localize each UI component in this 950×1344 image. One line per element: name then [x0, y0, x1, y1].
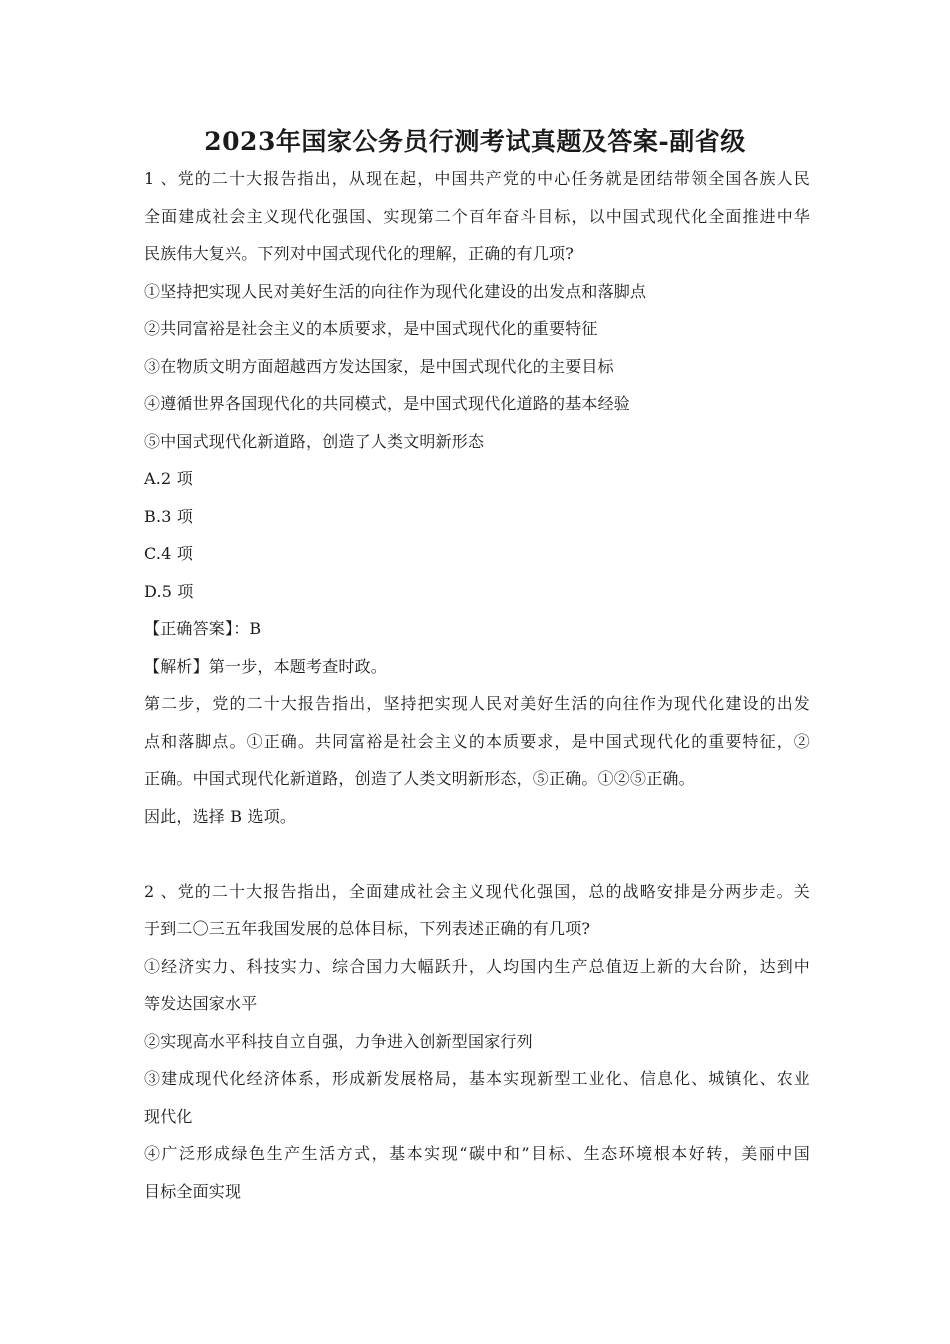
q1-stem-line: 全面建成社会主义现代化强国、实现第二个百年奋斗目标，以中国式现代化全面推进中华 [144, 206, 810, 226]
q1-analysis-line: 【解析】第一步，本题考查时政。 [144, 656, 388, 676]
q1-analysis-line: 第二步，党的二十大报告指出，坚持把实现人民对美好生活的向往作为现代化建设的出发 [144, 694, 810, 713]
q2-statement: 现代化 [144, 1106, 193, 1126]
q1-stem-line: 1 、党的二十大报告指出，从现在起，中国共产党的中心任务就是团结带领全国各族人民 [144, 169, 810, 188]
q1-option-a: A.2 项 [144, 469, 193, 488]
q1-statement: ⑤中国式现代化新道路，创造了人类文明新形态 [144, 431, 485, 451]
q1-statement: ①坚持把实现人民对美好生活的向往作为现代化建设的出发点和落脚点 [144, 281, 647, 301]
q1-analysis-line: 点和落脚点。①正确。共同富裕是社会主义的本质要求，是中国式现代化的重要特征，② [144, 731, 810, 751]
q2-statement: 等发达国家水平 [144, 994, 258, 1013]
q1-option-c: C.4 项 [144, 544, 194, 563]
q1-analysis-line: 正确。中国式现代化新道路，创造了人类文明新形态，⑤正确。①②⑤正确。 [144, 769, 695, 788]
q1-answer: 【正确答案】：B [144, 619, 262, 638]
q2-statement: ②实现高水平科技自立自强，力争进入创新型国家行列 [144, 1031, 533, 1051]
q1-stem-line: 民族伟大复兴。下列对中国式现代化的理解，正确的有几项? [144, 244, 574, 263]
q2-statement: ①经济实力、科技实力、综合国力大幅跃升，人均国内生产总值迈上新的大台阶，达到中 [144, 956, 810, 976]
q2-stem-line: 于到二〇三五年我国发展的总体目标，下列表述正确的有几项? [144, 919, 591, 938]
q1-statement: ③在物质文明方面超越西方发达国家，是中国式现代化的主要目标 [144, 356, 614, 376]
q1-analysis-line: 因此，选择 B 选项。 [144, 806, 297, 826]
q1-statement: ④遵循世界各国现代化的共同模式，是中国式现代化道路的基本经验 [144, 394, 631, 413]
document-title: 2023年国家公务员行测考试真题及答案-副省级 [204, 127, 746, 156]
q1-statement: ②共同富裕是社会主义的本质要求，是中国式现代化的重要特征 [144, 319, 598, 338]
q1-option-d: D.5 项 [144, 581, 194, 601]
q2-stem-line: 2 、党的二十大报告指出，全面建成社会主义现代化强国，总的战略安排是分两步走。关 [144, 881, 810, 901]
document-body [144, 160, 810, 1210]
q2-statement: ④广泛形成绿色生产生活方式，基本实现“碳中和”目标、生态环境根本好转，美丽中国 [144, 1144, 810, 1163]
q2-statement: 目标全面实现 [144, 1181, 242, 1201]
question-separator [144, 835, 810, 873]
q1-option-b: B.3 项 [144, 506, 194, 526]
q2-statement: ③建成现代化经济体系，形成新发展格局，基本实现新型工业化、信息化、城镇化、农业 [144, 1069, 810, 1088]
